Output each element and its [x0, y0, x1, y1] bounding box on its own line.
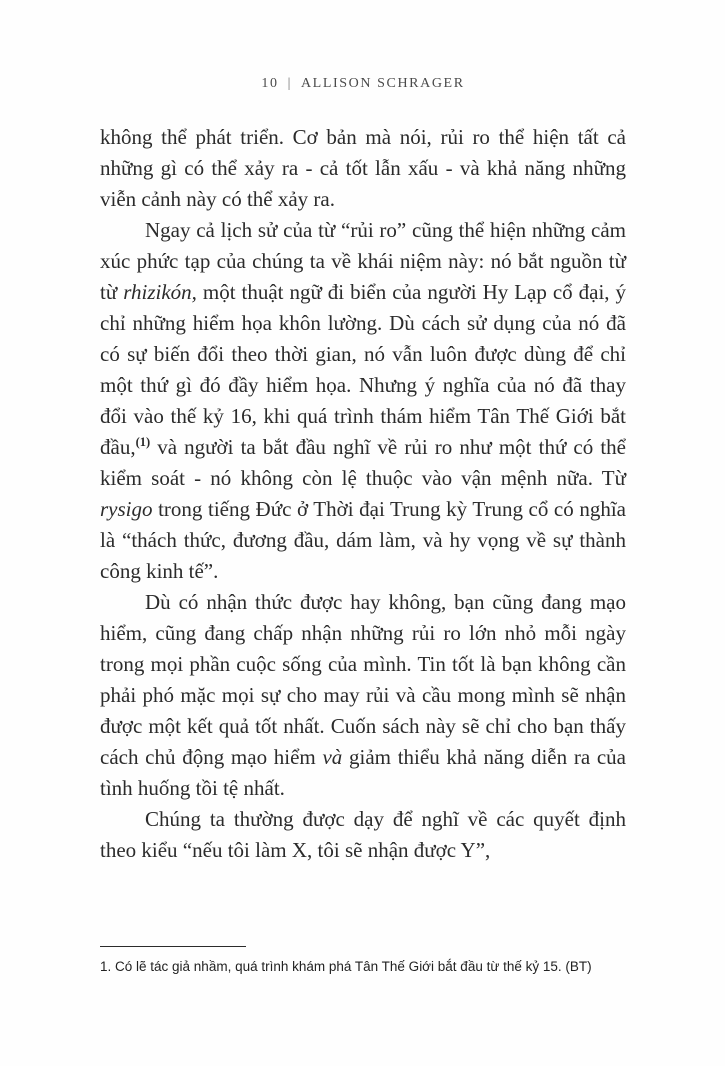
- footnote-area: [100, 946, 626, 976]
- text-segment: Ngay cả lịch sử của từ “rủi ro” cũng thể hiện những cảm xúc phức tạp của chúng ta về khái niệm này: nó bắt nguồn từ từ: [100, 218, 626, 304]
- italic-term: và: [322, 745, 343, 769]
- text-segment: và người ta bắt đầu nghĩ về rủi ro như một thứ có thể kiểm soát - nó không còn lệ thuộc vào vận mệnh nữa. Từ: [100, 435, 626, 490]
- running-head: [100, 76, 626, 92]
- paragraph: [100, 122, 626, 215]
- footnote-reference: (1): [135, 435, 151, 449]
- page-body: [100, 122, 626, 866]
- text-segment: giảm thiểu khả năng diễn ra của tình huống tồi tệ nhất.: [100, 745, 627, 800]
- running-head-author: ALLISON SCHRAGER: [300, 76, 465, 91]
- italic-term: rysigo: [100, 497, 153, 521]
- page-number: 10: [261, 76, 279, 91]
- paragraph: [100, 215, 626, 587]
- text-segment: Chúng ta thường được dạy để nghĩ về các quyết định theo kiểu “nếu tôi làm X, tôi sẽ nhận được Y”,: [100, 807, 626, 862]
- footnote: [100, 958, 626, 976]
- text-segment: một thuật ngữ đi biển của người Hy Lạp cổ đại, ý chỉ những hiểm họa khôn lường. Dù cách sử dụng của nó đã có sự biến đổi theo thời gian, nó vẫn luôn được dùng để chỉ một thứ gì đó đầy hiểm họa. Nhưng ý nghĩa của nó đã thay đổi vào thế kỷ 16, khi quá trình thám hiểm Tân Thế Giới bắt đầu,: [100, 280, 626, 459]
- paragraph: [100, 587, 626, 804]
- italic-term: rhizikón,: [123, 280, 197, 304]
- footnote-text: 1. Có lẽ tác giả nhầm, quá trình khám phá Tân Thế Giới bắt đầu từ thế kỷ 15. (BT): [100, 959, 592, 974]
- text-segment: trong tiếng Đức ở Thời đại Trung kỳ Trung cổ có nghĩa là “thách thức, đương đầu, dám làm, và hy vọng về sự thành công kinh tế”.: [100, 497, 626, 583]
- text-segment: không thể phát triển. Cơ bản mà nói, rủi ro thể hiện tất cả những gì có thể xảy ra - cả tốt lẫn xấu - và khả năng những viễn cảnh này có thể xảy ra.: [100, 125, 626, 211]
- paragraph: [100, 804, 626, 866]
- header-separator: |: [287, 76, 292, 91]
- footnote-divider: [100, 946, 246, 947]
- text-segment: Dù có nhận thức được hay không, bạn cũng đang mạo hiểm, cũng đang chấp nhận những rủi ro lớn nhỏ mỗi ngày trong mọi phần cuộc sống của mình. Tin tốt là bạn không cần phải phó mặc mọi sự cho may rủi và cầu mong mình sẽ nhận được một kết quả tốt nhất. Cuốn sách này sẽ chỉ cho bạn thấy cách chủ động mạo hiểm: [100, 590, 626, 769]
